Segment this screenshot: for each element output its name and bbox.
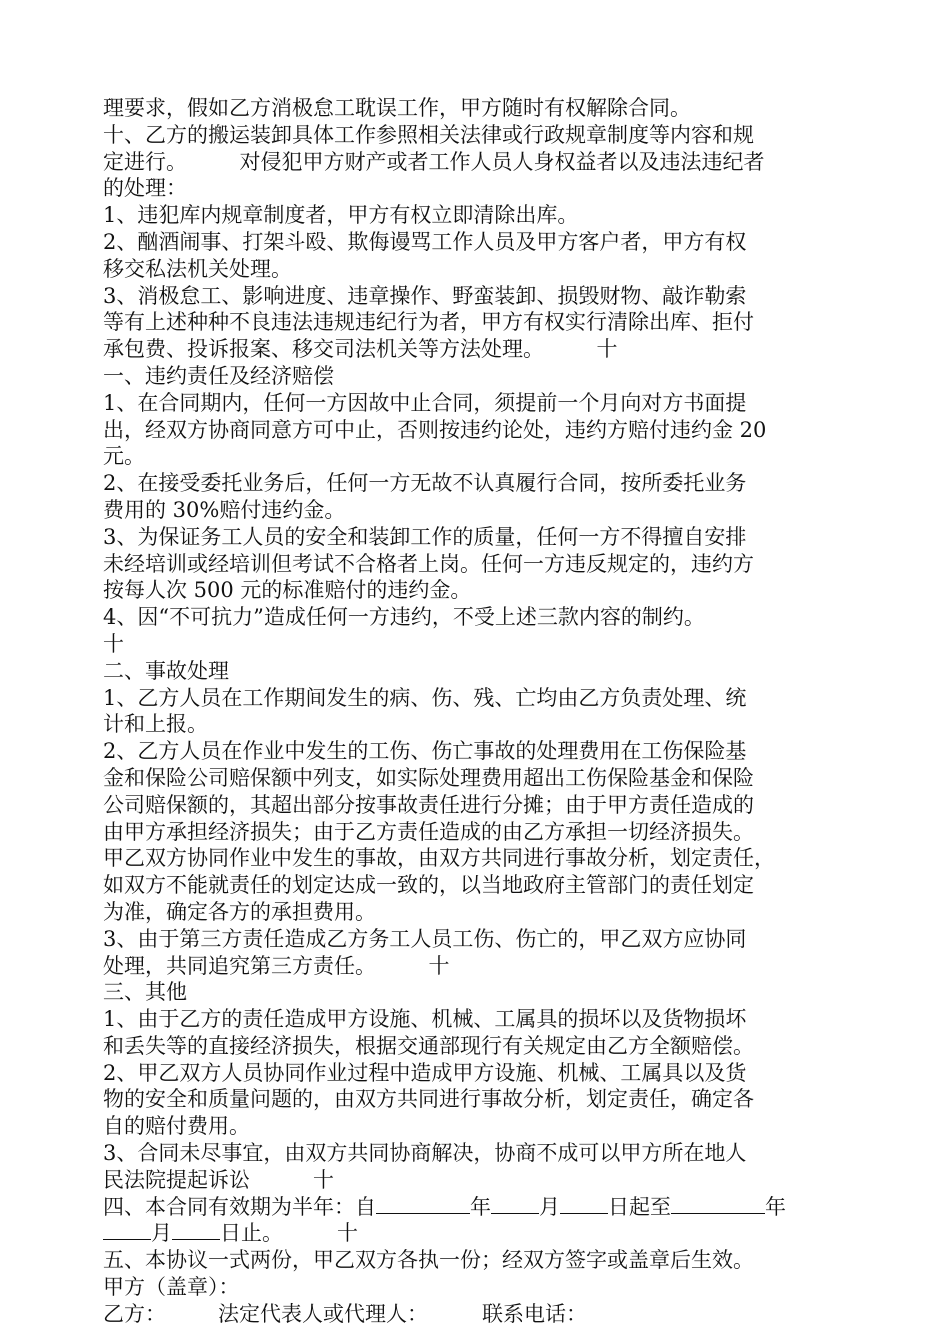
validity-prefix: 四、本合同有效期为半年：自 [103,1194,376,1219]
label-month-end: 月 [151,1221,172,1246]
text-line: 2、在接受委托业务后，任何一方无故不认真履行合同，按所委托业务 [103,471,747,496]
text-line: 3、消极怠工、影响进度、违章操作、野蛮装卸、损毁财物、敲诈勒索 [103,283,747,308]
text-line: 出，经双方协商同意方可中止，否则按违约论处，违约方赔付违约金 20 [103,417,767,442]
text-line: 4、因“不可抗力”造成任何一方违约，不受上述三款内容的制约。 [103,605,705,630]
blank-start-month [491,1194,539,1214]
contract-body [103,95,863,1194]
text-line: 的处理： [103,176,187,201]
text-line: 1、乙方人员在工作期间发生的病、伤、残、亡均由乙方负责处理、统 [103,685,747,710]
text-line: 1、违犯库内规章制度者，甲方有权立即清除出库。 [103,203,579,228]
text-line: 二、事故处理 [103,658,229,683]
text-line: 和丢失等的直接经济损失，根据交通部现行有关规定由乙方全额赔偿。 [103,1033,754,1058]
validity-line-2 [103,1220,863,1247]
text-line: 民法院提起诉讼 十 [103,1167,334,1192]
blank-start-year [376,1194,470,1214]
text-line: 如双方不能就责任的划定达成一致的，以当地政府主管部门的责任划定 [103,873,754,898]
label-day-from: 日起至 [608,1194,671,1219]
text-line: 计和上报。 [103,712,208,737]
text-line: 2、乙方人员在作业中发生的工伤、伤亡事故的处理费用在工伤保险基 [103,739,747,764]
section-marker: 十 [337,1221,358,1246]
text-line: 一、违约责任及经济赔偿 [103,363,334,388]
text-line: 费用的 30%赔付违约金。 [103,497,346,522]
text-line: 金和保险公司赔保额中列支，如实际处理费用超出工伤保险基金和保险 [103,765,754,790]
text-line: 理要求，假如乙方消极怠工耽误工作，甲方随时有权解除合同。 [103,96,691,120]
text-line: 3、为保证务工人员的安全和装卸工作的质量，任何一方不得擅自安排 [103,524,747,549]
validity-line-1 [103,1194,863,1221]
text-line: 为准，确定各方的承担费用。 [103,899,376,924]
text-line: 十、乙方的搬运装卸具体工作参照相关法律或行政规章制度等内容和规 [103,122,754,147]
blank-end-day [172,1220,220,1240]
party-b-label: 乙方： [103,1301,166,1326]
text-line: 3、由于第三方责任造成乙方务工人员工伤、伤亡的，甲乙双方应协同 [103,926,747,951]
text-line: 按每人次 500 元的标准赔付的违约金。 [103,578,472,603]
text-line: 移交私法机关处理。 [103,256,292,281]
text-line: 2、甲乙双方人员协同作业过程中造成甲方设施、机械、工属具以及货 [103,1060,747,1085]
text-line: 由甲方承担经济损失；由于乙方责任造成的由乙方承担一切经济损失。 [103,819,754,844]
blank-end-year [671,1194,765,1214]
text-line: 甲乙双方协同作业中发生的事故，由双方共同进行事故分析，划定责任， [103,846,775,871]
text-line: 等有上述种种不良违法违规违纪行为者，甲方有权实行清除出库、拒付 [103,310,754,335]
text-line: 1、由于乙方的责任造成甲方设施、机械、工属具的损坏以及货物损坏 [103,1007,747,1032]
contract-document [103,95,863,1328]
label-day-end: 日止。 [220,1221,283,1246]
text-line: 三、其他 [103,980,187,1005]
text-line: 元。 [103,444,145,469]
label-year-end: 年 [765,1194,786,1219]
text-line: 公司赔保额的，其超出部分按事故责任进行分摊；由于甲方责任造成的 [103,792,754,817]
text-line: 物的安全和质量问题的，由双方共同进行事故分析，划定责任，确定各 [103,1087,754,1112]
text-line: 定进行。 对侵犯甲方财产或者工作人员人身权益者以及违法违纪者 [103,149,765,174]
party-b-signature-line [103,1301,863,1328]
text-line: 承包费、投诉报案、移交司法机关等方法处理。 十 [103,337,618,362]
text-line: 十 [103,631,124,656]
label-month-start: 月 [539,1194,560,1219]
text-line: 1、在合同期内，任何一方因故中止合同，须提前一个月向对方书面提 [103,390,747,415]
copies-clause: 五、本协议一式两份，甲乙双方各执一份；经双方签字或盖章后生效。 [103,1248,754,1273]
text-line: 未经培训或经培训但考试不合格者上岗。任何一方违反规定的，违约方 [103,551,754,576]
blank-start-day [560,1194,608,1214]
label-year-start: 年 [470,1194,491,1219]
text-line: 3、合同未尽事宜，由双方共同协商解决，协商不成可以甲方所在地人 [103,1141,747,1166]
text-line: 处理，共同追究第三方责任。 十 [103,953,450,978]
blank-end-month [103,1220,151,1240]
representative-label: 法定代表人或代理人： [218,1301,428,1326]
phone-label: 联系电话： [482,1301,587,1326]
party-a-signature: 甲方（盖章）： [103,1275,240,1300]
text-line: 2、酗酒闹事、打架斗殴、欺侮谩骂工作人员及甲方客户者，甲方有权 [103,229,747,254]
text-line: 自的赔付费用。 [103,1114,250,1139]
